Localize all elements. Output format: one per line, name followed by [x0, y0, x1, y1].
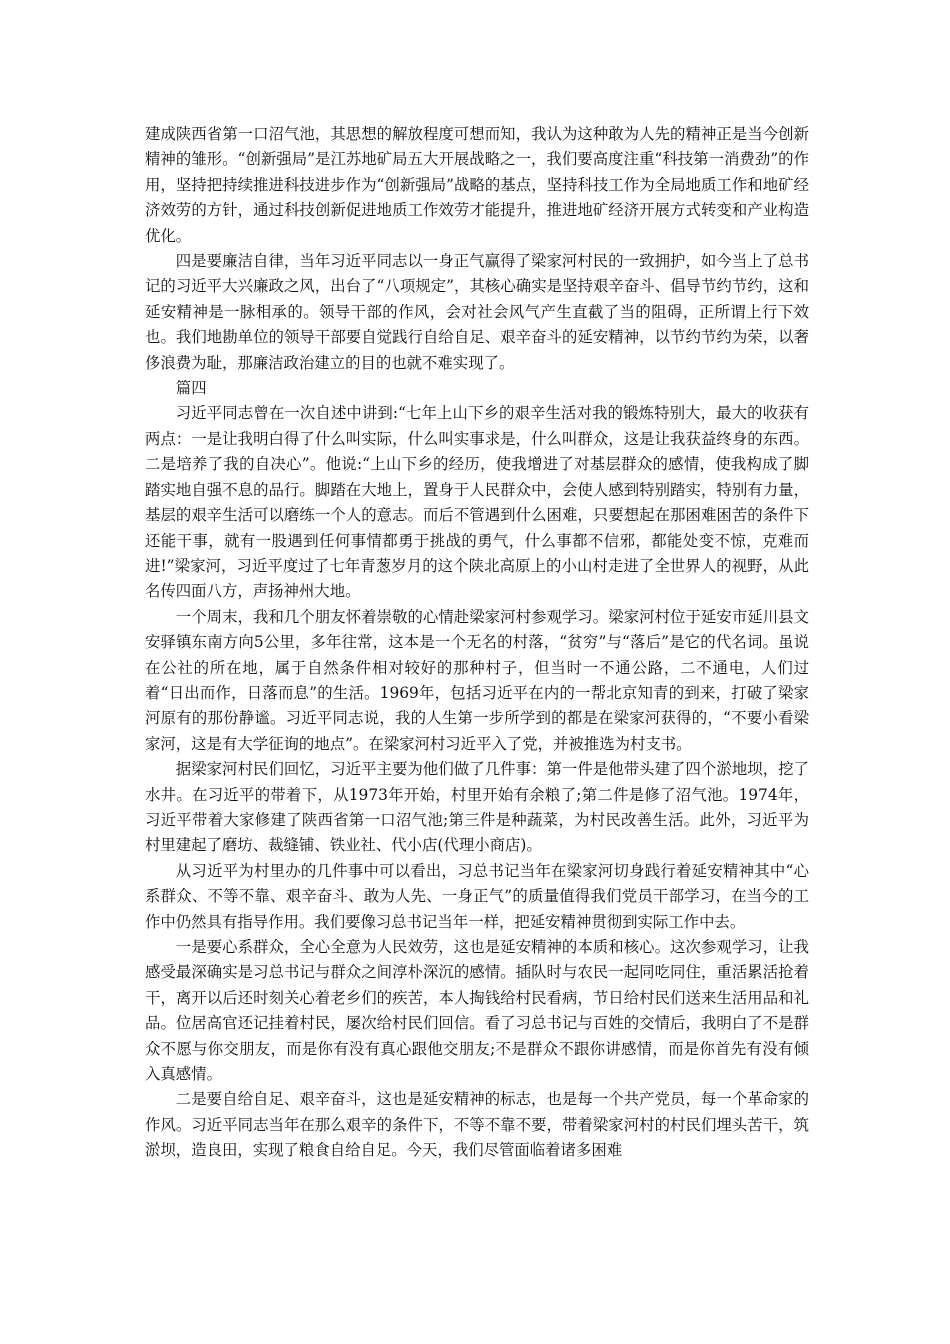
paragraph: 一个周末，我和几个朋友怀着崇敬的心情赴梁家河村参观学习。梁家河村位于延安市延川县文安驿镇东南方向5公里，多年往常，这本是一个无名的村落，“贫穷”与“落后”是它的代名词。虽说在公社的所在地，属于自然条件相对较好的那种村子，但当时一不通公路，二不通电，人们过着“日出而作，日落而息”的生活。1969年，包括习近平在内的一帮北京知青的到来，打破了梁家河原有的那份静谧。习近平同志说，我的人生第一步所学到的都是在梁家河获得的，“不要小看梁家河，这是有大学征询的地点”。在梁家河村习近平入了党，并被推选为村支书。	[145, 607, 809, 753]
section-heading: 篇四	[175, 379, 207, 398]
paragraph: 四是要廉洁自律，当年习近平同志以一身正气赢得了梁家河村民的一致拥护，如今当上了总书记的习近平大兴廉政之风，出台了“八项规定”，其核心确实是坚持艰辛奋斗、倡导节约节约，这和延安精神是一脉相承的。领导干部的作风，会对社会风气产生直截了当的阻碍，正所谓上行下效也。我们地勘单位的领导干部要自觉践行自给自足、艰辛奋斗的延安精神，以节约节约为荣，以奢侈浪费为耻，那廉洁政治建立的目的也就不难实现了。	[145, 252, 809, 372]
paragraph: 从习近平为村里办的几件事中可以看出，习总书记当年在梁家河切身践行着延安精神其中“心系群众、不等不靠、艰辛奋斗、敢为人先、一身正气”的质量值得我们党员干部学习，在当今的工作中仍然具有指导作用。我们要像习总书记当年一样，把延安精神贯彻到实际工作中去。	[145, 861, 809, 931]
paragraph: 据梁家河村民们回忆，习近平主要为他们做了几件事：第一件是他带头建了四个淤地坝，挖了水井。在习近平的带着下，从1973年开始，村里开始有余粮了;第二件是修了沼气池。1974年，习近平带着大家修建了陕西省第一口沼气池;第三件是种蔬菜，为村民改善生活。此外，习近平为村里建起了磨坊、裁缝铺、铁业社、代小店(代理小商店)。	[145, 760, 809, 855]
paragraph: 二是要自给自足、艰辛奋斗，这也是延安精神的标志，也是每一个共产党员，每一个革命家的作风。习近平同志当年在那么艰辛的条件下，不等不靠不要，带着梁家河村的村民们埋头苦干，筑淤坝，造良田，实现了粮食自给自足。今天，我们尽管面临着诸多困难	[145, 1090, 809, 1160]
paragraph: 建成陕西省第一口沼气池，其思想的解放程度可想而知，我认为这种敢为人先的精神正是当今创新精神的雏形。“创新强局”是江苏地矿局五大开展战略之一，我们要高度注重“科技第一消费劲”的作用，坚持把持续推进科技进步作为“创新强局”战略的基点，坚持科技工作为全局地质工作和地矿经济效劳的方针，通过科技创新促进地质工作效劳才能提升，推进地矿经济开展方式转变和产业构造优化。	[145, 125, 809, 245]
document-body	[145, 122, 809, 1164]
paragraph: 一是要心系群众，全心全意为人民效劳，这也是延安精神的本质和核心。这次参观学习，让我感受最深确实是习总书记与群众之间淳朴深沉的感情。插队时与农民一起同吃同住，重活累活抢着干，离开以后还时刻关心着老乡们的疾苦，本人掏钱给村民看病，节日给村民们送来生活用品和礼品。位居高官还记挂着村民，屡次给村民们回信。看了习总书记与百姓的交情后，我明白了不是群众不愿与你交朋友，而是你有没有真心跟他交朋友;不是群众不跟你讲感情，而是你首先有没有倾入真感情。	[145, 938, 809, 1084]
paragraph: 习近平同志曾在一次自述中讲到:“七年上山下乡的艰辛生活对我的锻炼特别大，最大的收获有两点：一是让我明白得了什么叫实际，什么叫实事求是，什么叫群众，这是让我获益终身的东西。二是培养了我的自决心”。他说:“上山下乡的经历，使我增进了对基层群众的感情，使我构成了脚踏实地自强不息的品行。脚踏在大地上，置身于人民群众中，会使人感到特别踏实，特别有力量，基层的艰辛生活可以磨练一个人的意志。而后不管遇到什么困难，只要想起在那困难困苦的条件下还能干事，就有一股遇到任何事情都勇于挑战的勇气，什么事都不信邪，都能处变不惊，克难而进!”梁家河，习近平度过了七年青葱岁月的这个陕北高原上的小山村走进了全世界人的视野，从此名传四面八方，声扬神州大地。	[145, 404, 809, 601]
